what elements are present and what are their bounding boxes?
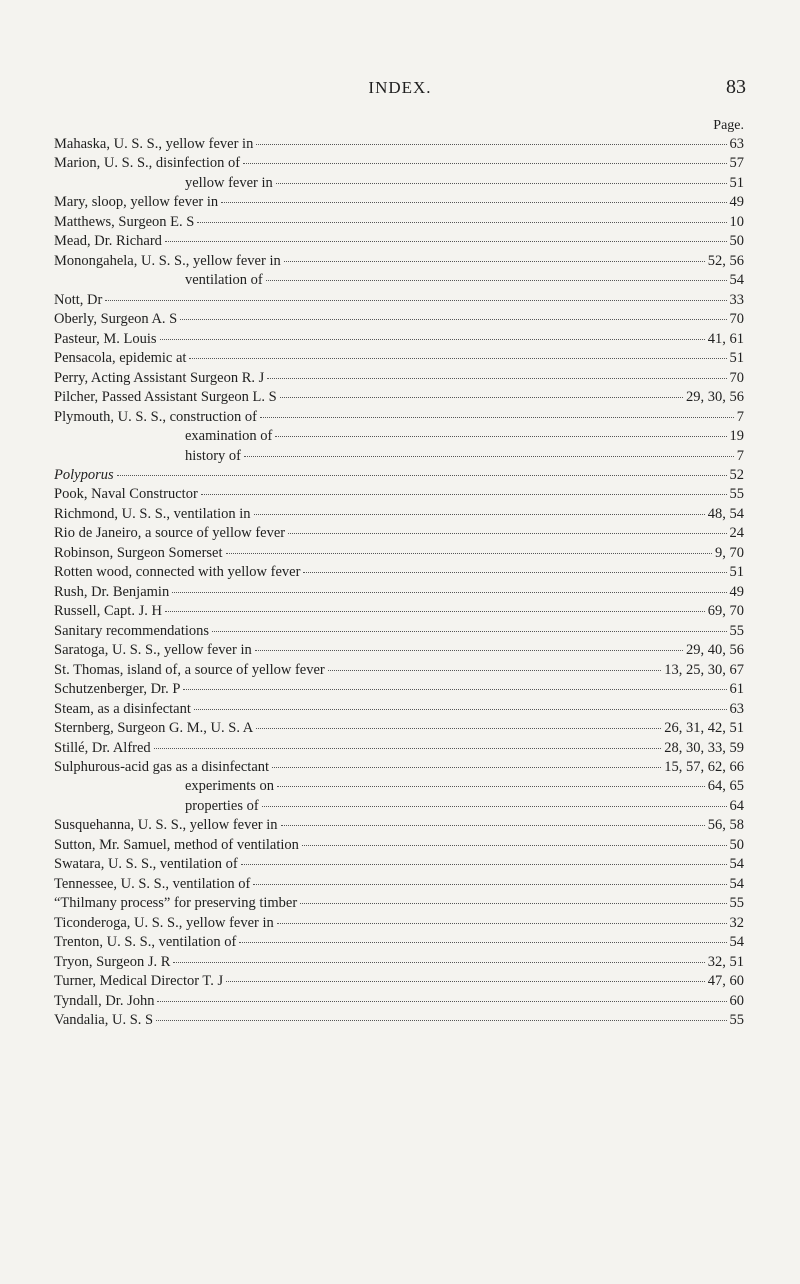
index-entry	[54, 876, 744, 895]
entry-label: Vandalia, U. S. S	[54, 1012, 154, 1029]
dot-leader	[280, 397, 683, 398]
dot-leader	[253, 884, 726, 885]
dot-leader	[262, 806, 727, 807]
dot-leader	[302, 845, 727, 846]
dot-leader	[212, 631, 726, 632]
entry-label: Rush, Dr. Benjamin	[54, 583, 170, 600]
dot-leader	[180, 319, 726, 320]
dot-leader	[275, 436, 726, 437]
index-entry	[54, 545, 744, 564]
entry-label: Mary, sloop, yellow fever in	[54, 194, 219, 211]
index-entry	[54, 701, 744, 720]
index-entry	[54, 331, 744, 350]
entry-label: Stillé, Dr. Alfred	[54, 739, 151, 756]
index-subentry	[54, 448, 744, 467]
dot-leader	[284, 261, 705, 262]
dot-leader	[300, 903, 726, 904]
entry-pages: 54	[729, 856, 744, 873]
index-entry	[54, 720, 744, 739]
index-entry	[54, 564, 744, 583]
dot-leader	[260, 417, 734, 418]
running-title: INDEX.	[368, 78, 432, 97]
entry-label: Sanitary recommendations	[54, 622, 210, 639]
page-column-heading: Page.	[713, 118, 744, 133]
dot-leader	[226, 553, 713, 554]
entry-pages: 55	[729, 622, 744, 639]
entry-pages: 50	[729, 233, 744, 250]
entry-label: Rotten wood, connected with yellow fever	[54, 564, 301, 581]
entry-pages: 32, 51	[707, 953, 744, 970]
index-entry	[54, 603, 744, 622]
entry-label: Tennessee, U. S. S., ventilation of	[54, 875, 251, 892]
index-entry	[54, 467, 744, 486]
entry-label: Trenton, U. S. S., ventilation of	[54, 934, 237, 951]
entry-pages: 60	[729, 992, 744, 1009]
entry-label: Sutton, Mr. Samuel, method of ventilation	[54, 836, 299, 853]
index-subentry	[54, 175, 744, 194]
entry-label: Robinson, Surgeon Somerset	[54, 544, 223, 561]
index-subentry	[54, 798, 744, 817]
index-entry	[54, 350, 744, 369]
index-subentry	[54, 428, 744, 447]
entry-label: Swatara, U. S. S., ventilation of	[54, 856, 238, 873]
entry-pages: 70	[729, 311, 744, 328]
entry-pages: 56, 58	[707, 817, 744, 834]
index-entry	[54, 973, 744, 992]
entry-pages: 49	[729, 194, 744, 211]
entry-pages: 7	[736, 447, 744, 464]
dot-leader	[244, 456, 734, 457]
entry-pages: 54	[729, 272, 744, 289]
dot-leader	[255, 650, 683, 651]
dot-leader	[165, 611, 705, 612]
entry-label: Pasteur, M. Louis	[54, 330, 157, 347]
dot-leader	[243, 163, 726, 164]
entry-pages: 32	[729, 914, 744, 931]
entry-pages: 70	[729, 369, 744, 386]
index-entry	[54, 370, 744, 389]
entry-label: Mahaska, U. S. S., yellow fever in	[54, 136, 254, 152]
entry-label: Steam, as a disinfectant	[54, 700, 191, 717]
dot-leader	[239, 942, 726, 943]
entry-pages: 49	[729, 583, 744, 600]
entry-label: Richmond, U. S. S., ventilation in	[54, 505, 251, 522]
entry-label: properties of	[185, 797, 259, 814]
entry-label: Matthews, Surgeon E. S	[54, 213, 195, 230]
entry-pages: 52	[729, 466, 744, 483]
dot-leader	[288, 533, 726, 534]
index-entry	[54, 136, 744, 155]
entry-label: Tyndall, Dr. John	[54, 992, 155, 1009]
index-subentry	[54, 272, 744, 291]
entry-label: examination of	[185, 428, 273, 445]
entry-pages: 15, 57, 62, 66	[664, 759, 744, 775]
entry-pages: 10	[729, 213, 744, 230]
index-entry	[54, 895, 744, 914]
dot-leader	[160, 339, 705, 340]
entry-label: St. Thomas, island of, a source of yellow fever	[54, 661, 325, 678]
entry-pages: 51	[729, 350, 744, 367]
index-entry	[54, 817, 744, 836]
entry-pages: 69, 70	[707, 603, 744, 620]
dot-leader	[183, 689, 726, 690]
entry-label: Pensacola, epidemic at	[54, 350, 187, 367]
entry-label: Pook, Naval Constructor	[54, 486, 198, 503]
entry-label: Plymouth, U. S. S., construction of	[54, 408, 258, 425]
index-entry	[54, 194, 744, 213]
dot-leader	[256, 728, 661, 729]
index-entry	[54, 740, 744, 759]
dot-leader	[197, 222, 726, 223]
entry-pages: 63	[729, 136, 744, 152]
entry-pages: 54	[729, 875, 744, 892]
entry-pages: 57	[729, 155, 744, 172]
entry-pages: 29, 30, 56	[686, 389, 744, 406]
dot-leader	[165, 241, 727, 242]
entry-label: Polyporus	[54, 466, 114, 483]
dot-leader	[194, 709, 727, 710]
entry-label: Pilcher, Passed Assistant Surgeon L. S	[54, 389, 277, 406]
entry-label: Ticonderoga, U. S. S., yellow fever in	[54, 914, 274, 931]
index-entry	[54, 856, 744, 875]
index-entry	[54, 915, 744, 934]
entry-label: yellow fever in	[185, 174, 273, 191]
entry-pages: 41, 61	[707, 330, 744, 347]
entry-label: Perry, Acting Assistant Surgeon R. J	[54, 369, 265, 386]
entry-pages: 33	[729, 291, 744, 308]
entry-pages: 64	[729, 797, 744, 814]
entry-label: Marion, U. S. S., disinfection of	[54, 155, 241, 172]
dot-leader	[276, 183, 727, 184]
entry-pages: 55	[729, 895, 744, 912]
index-entry	[54, 214, 744, 233]
entry-pages: 55	[729, 486, 744, 503]
entry-pages: 63	[729, 700, 744, 717]
index-entry	[54, 642, 744, 661]
page-number: 83	[726, 76, 746, 98]
index-entry	[54, 486, 744, 505]
dot-leader	[221, 202, 726, 203]
dot-leader	[266, 280, 727, 281]
entry-label: Sulphurous-acid gas as a disinfectant	[54, 759, 270, 775]
entry-label: Oberly, Surgeon A. S	[54, 311, 178, 328]
entry-pages: 28, 30, 33, 59	[664, 739, 744, 756]
entry-label: Nott, Dr	[54, 291, 103, 308]
dot-leader	[173, 962, 704, 963]
entry-pages: 55	[729, 1012, 744, 1029]
index-entry	[54, 759, 744, 778]
entry-label: Monongahela, U. S. S., yellow fever in	[54, 252, 281, 269]
index-entry	[54, 409, 744, 428]
index-entry	[54, 1012, 744, 1031]
dot-leader	[303, 572, 726, 573]
dot-leader	[256, 144, 726, 145]
index-entry	[54, 233, 744, 252]
dot-leader	[156, 1020, 726, 1021]
dot-leader	[267, 378, 726, 379]
index-entry	[54, 954, 744, 973]
entry-label: ventilation of	[185, 272, 263, 289]
dot-leader	[189, 358, 726, 359]
index-entry	[54, 623, 744, 642]
entry-pages: 50	[729, 836, 744, 853]
dot-leader	[281, 825, 705, 826]
entry-label: experiments on	[185, 778, 274, 795]
dot-leader	[272, 767, 661, 768]
entry-label: Susquehanna, U. S. S., yellow fever in	[54, 817, 278, 834]
dot-leader	[172, 592, 726, 593]
entry-pages: 13, 25, 30, 67	[664, 661, 744, 678]
dot-leader	[254, 514, 705, 515]
entry-pages: 51	[729, 564, 744, 581]
dot-leader	[226, 981, 705, 982]
entry-pages: 64, 65	[707, 778, 744, 795]
entry-label: Rio de Janeiro, a source of yellow fever	[54, 525, 286, 542]
index-entry	[54, 662, 744, 681]
index-entry	[54, 311, 744, 330]
index-entry	[54, 506, 744, 525]
entry-label: history of	[185, 447, 241, 464]
index-entry	[54, 389, 744, 408]
entry-pages: 51	[729, 174, 744, 191]
entry-label: Mead, Dr. Richard	[54, 233, 162, 250]
index-entry	[54, 993, 744, 1012]
dot-leader	[157, 1001, 726, 1002]
index-entries	[54, 136, 744, 1032]
entry-pages: 54	[729, 934, 744, 951]
entry-pages: 9, 70	[715, 544, 744, 561]
entry-pages: 29, 40, 56	[686, 642, 744, 659]
entry-pages: 47, 60	[707, 973, 744, 990]
entry-pages: 52, 56	[707, 252, 744, 269]
entry-label: Schutzenberger, Dr. P	[54, 681, 181, 698]
dot-leader	[117, 475, 727, 476]
index-subentry	[54, 778, 744, 797]
dot-leader	[277, 786, 705, 787]
entry-label: Russell, Capt. J. H	[54, 603, 162, 620]
index-entry	[54, 292, 744, 311]
index-entry	[54, 681, 744, 700]
entry-label: Sternberg, Surgeon G. M., U. S. A	[54, 720, 254, 737]
entry-pages: 19	[729, 428, 744, 445]
entry-label: Tryon, Surgeon J. R	[54, 953, 171, 970]
dot-leader	[154, 748, 662, 749]
entry-pages: 7	[736, 408, 744, 425]
entry-label: Turner, Medical Director T. J	[54, 973, 224, 990]
dot-leader	[277, 923, 727, 924]
index-entry	[54, 837, 744, 856]
index-entry	[54, 253, 744, 272]
entry-pages: 48, 54	[707, 505, 744, 522]
index-entry	[54, 525, 744, 544]
entry-pages: 26, 31, 42, 51	[664, 720, 744, 737]
dot-leader	[105, 300, 726, 301]
dot-leader	[328, 670, 662, 671]
dot-leader	[201, 494, 727, 495]
index-entry	[54, 155, 744, 174]
index-entry	[54, 934, 744, 953]
index-entry	[54, 584, 744, 603]
page-header	[0, 78, 800, 102]
entry-pages: 24	[729, 525, 744, 542]
entry-label: Saratoga, U. S. S., yellow fever in	[54, 642, 252, 659]
entry-pages: 61	[729, 681, 744, 698]
dot-leader	[241, 864, 727, 865]
entry-label: “Thilmany process” for preserving timber	[54, 895, 298, 912]
